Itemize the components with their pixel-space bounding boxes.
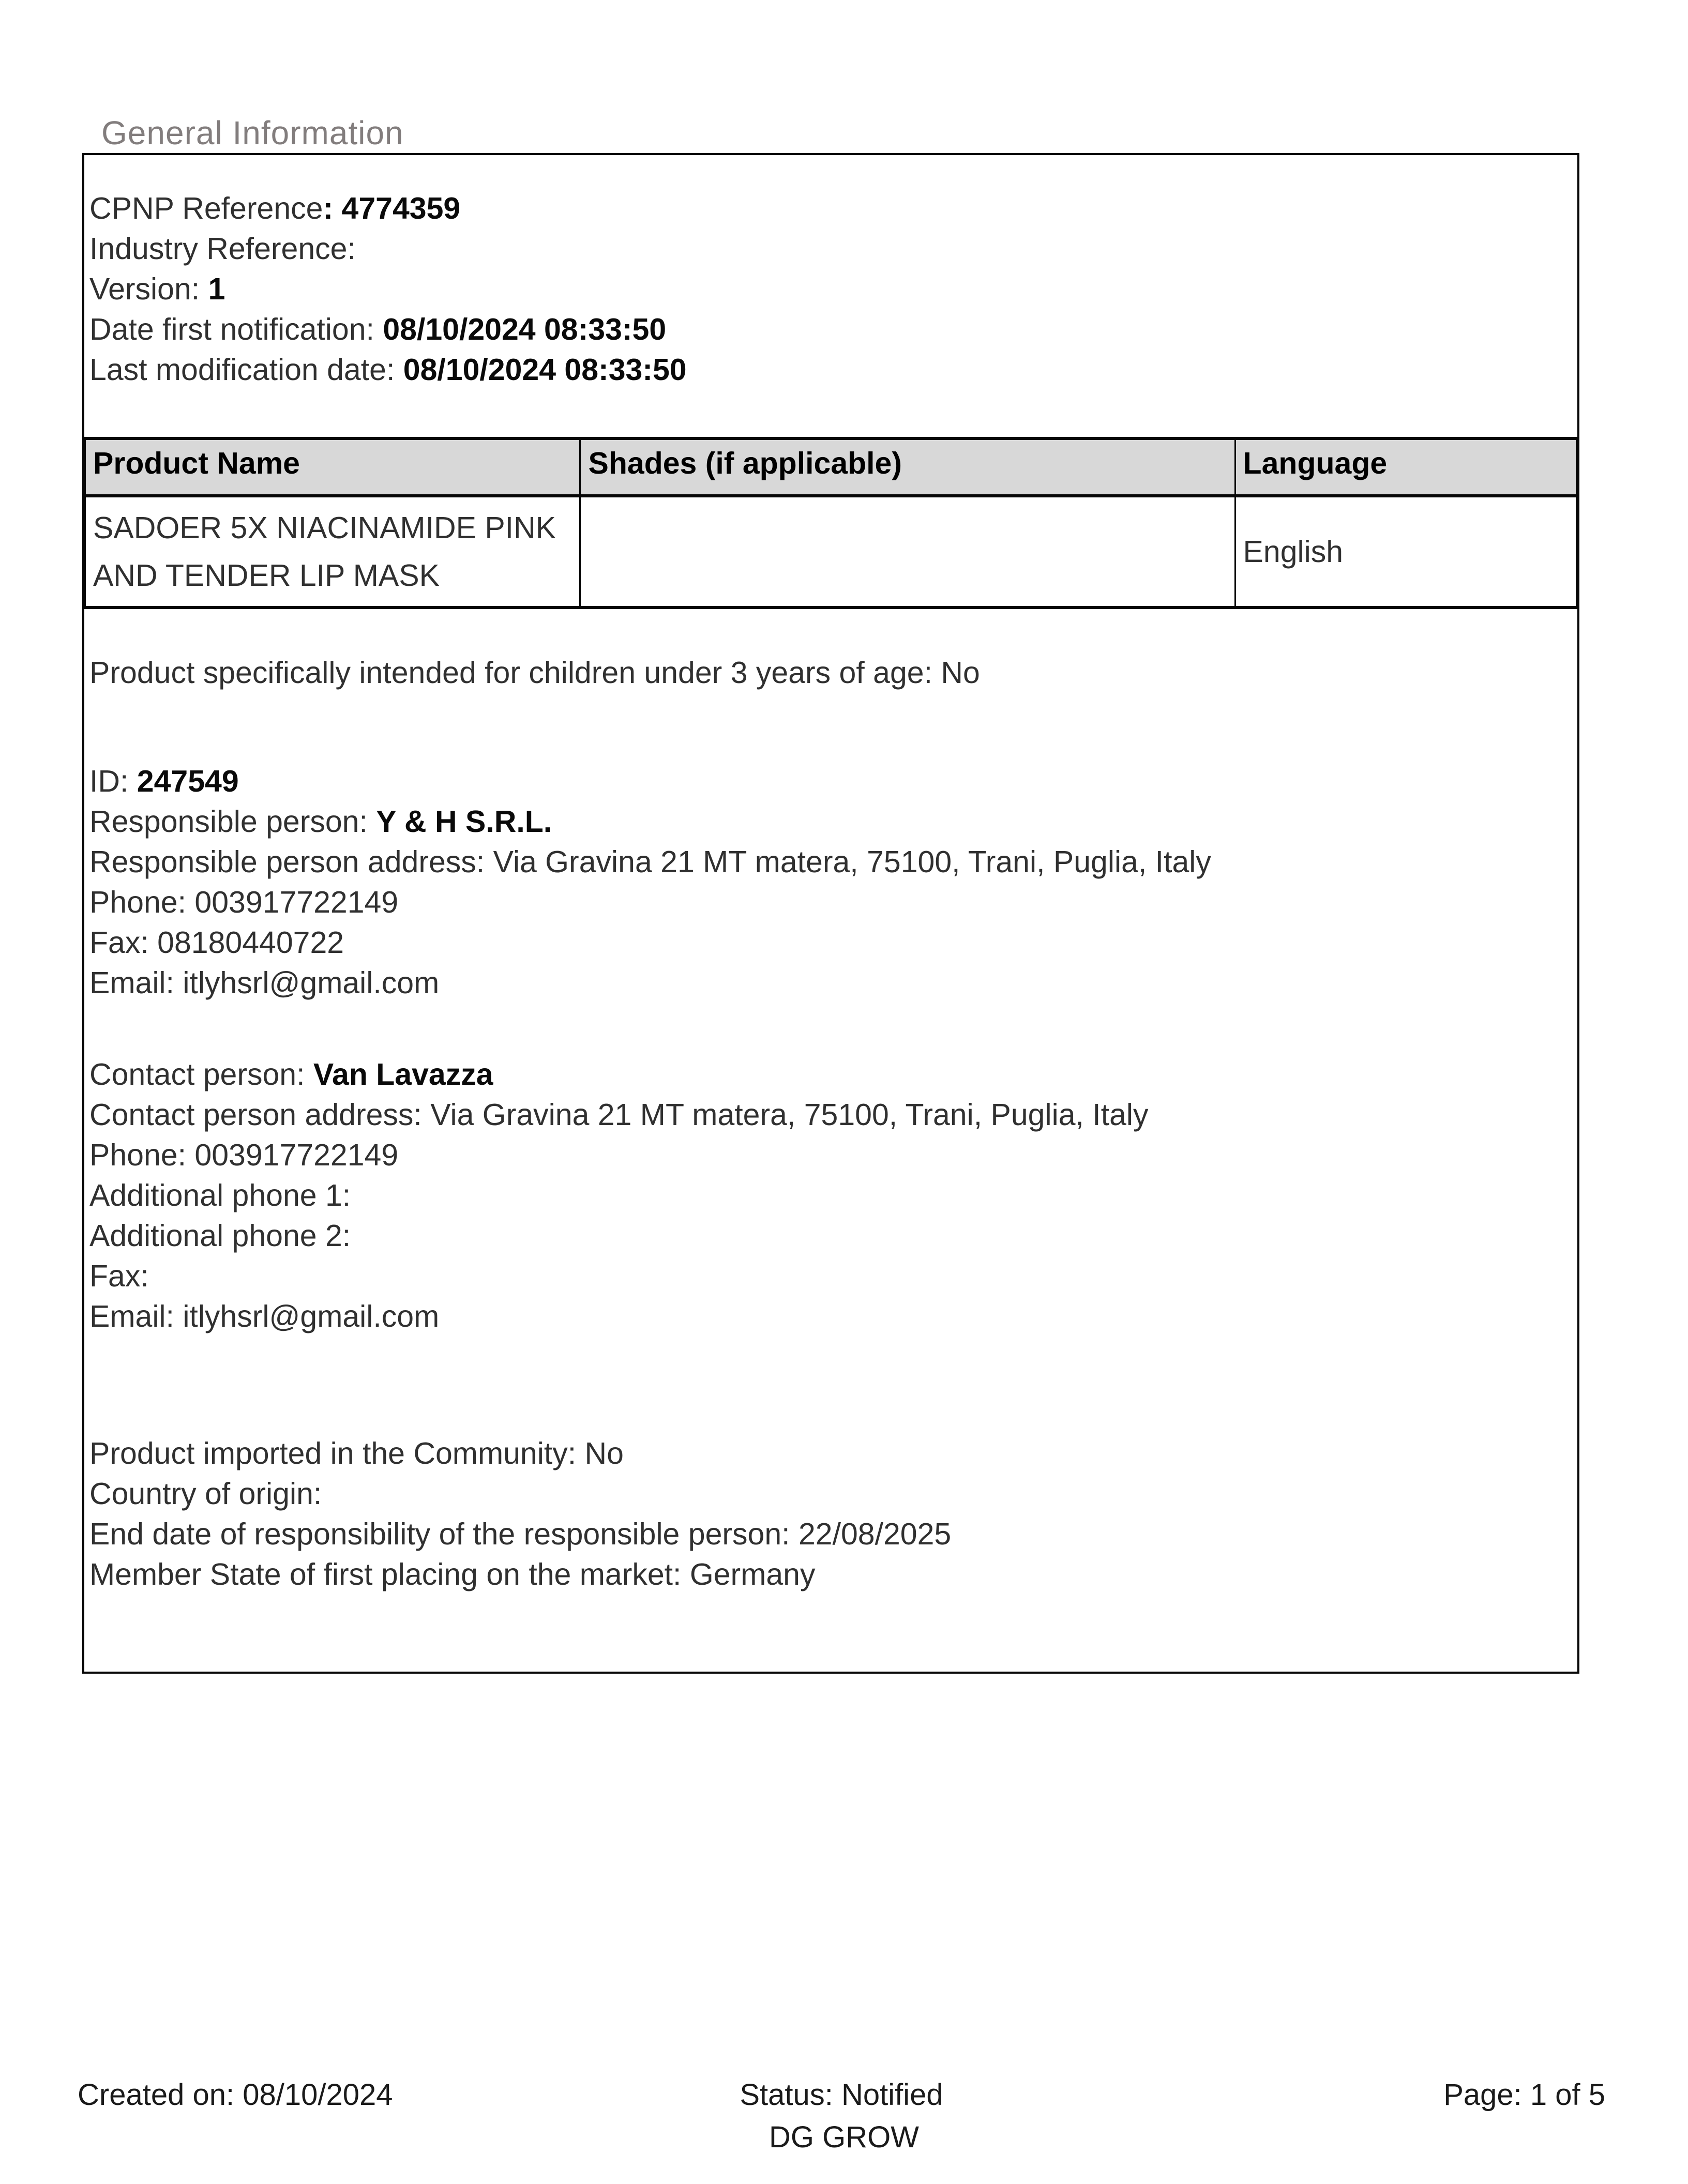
field-responsible-person-address: Responsible person address: Via Gravina 21 MT matera, 75100, Trani, Puglia, Italy — [89, 845, 1211, 879]
page-title: General Information — [101, 114, 404, 151]
field-date-first-notification: Date first notification: 08/10/2024 08:33:50 — [89, 312, 667, 346]
field-product-imported: Product imported in the Community: No — [89, 1436, 624, 1470]
general-information-box — [82, 153, 1579, 1674]
responsible-person-block — [89, 761, 1572, 1003]
field-children-under-3: Product specifically intended for children under 3 years of age: No — [89, 656, 980, 690]
cell-product-name: SADOER 5X NIACINAMIDE PINK AND TENDER LIP MASK — [85, 496, 580, 608]
import-info-block — [89, 1433, 1572, 1595]
field-additional-phone-1: Additional phone 1: — [89, 1178, 351, 1212]
field-responsible-person: Responsible person: Y & H S.R.L. — [89, 805, 552, 839]
field-last-modification-date: Last modification date: 08/10/2024 08:33:50 — [89, 353, 687, 387]
reference-block — [89, 188, 1572, 390]
contact-person-block — [89, 1054, 1572, 1337]
product-table-header-row — [85, 438, 1577, 496]
field-id: ID: 247549 — [89, 764, 239, 798]
footer-agency: DG GROW — [769, 2120, 919, 2154]
column-header-language: Language — [1235, 438, 1576, 496]
children-block — [89, 653, 1572, 693]
product-table-wrap — [84, 437, 1577, 609]
field-contact-email: Email: itlyhsrl@gmail.com — [89, 1299, 440, 1333]
field-member-state-first-placing: Member State of first placing on the market: Germany — [89, 1557, 816, 1591]
field-contact-person: Contact person: Van Lavazza — [89, 1057, 493, 1091]
field-end-date-responsibility: End date of responsibility of the responsible person: 22/08/2025 — [89, 1517, 952, 1551]
footer-created-on: Created on: 08/10/2024 — [78, 2078, 393, 2112]
field-contact-fax: Fax: — [89, 1259, 149, 1293]
cell-language: English — [1235, 496, 1576, 608]
field-responsible-fax: Fax: 08180440722 — [89, 926, 344, 960]
field-contact-phone: Phone: 003917722149 — [89, 1138, 399, 1172]
field-contact-person-address: Contact person address: Via Gravina 21 MT matera, 75100, Trani, Puglia, Italy — [89, 1098, 1149, 1132]
field-country-of-origin: Country of origin: — [89, 1477, 322, 1511]
cell-shades — [580, 496, 1235, 608]
product-table — [84, 437, 1577, 609]
footer-page-number: Page: 1 of 5 — [1443, 2078, 1605, 2112]
field-additional-phone-2: Additional phone 2: — [89, 1219, 351, 1253]
field-version: Version: 1 — [89, 272, 225, 306]
field-industry-reference: Industry Reference: — [89, 232, 356, 266]
field-responsible-phone: Phone: 003917722149 — [89, 885, 399, 919]
footer-status: Status: Notified — [740, 2078, 943, 2112]
column-header-shades: Shades (if applicable) — [580, 438, 1235, 496]
column-header-product-name: Product Name — [85, 438, 580, 496]
field-responsible-email: Email: itlyhsrl@gmail.com — [89, 966, 440, 1000]
page-footer — [78, 2074, 1605, 2116]
field-cpnp-reference: CPNP Reference: 4774359 — [89, 191, 461, 225]
product-table-row — [85, 496, 1577, 608]
